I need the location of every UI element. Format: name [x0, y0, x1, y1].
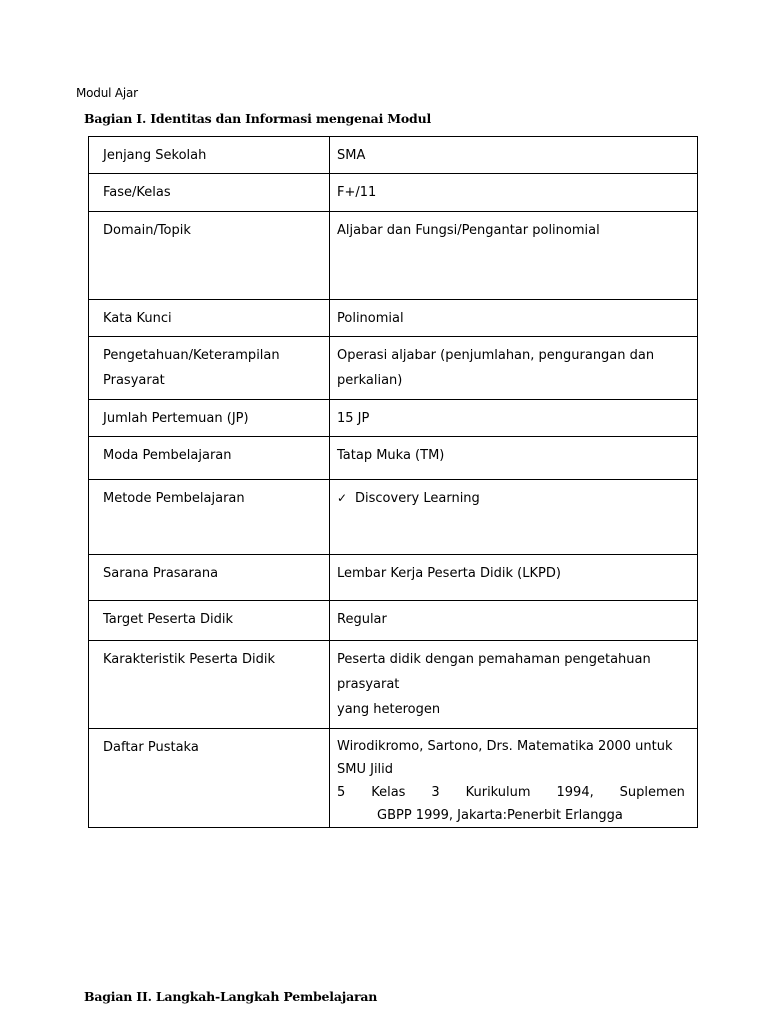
row-value: Aljabar dan Fungsi/Pengantar polinomial — [330, 212, 698, 300]
row-value: F+/11 — [330, 174, 698, 212]
row-label — [89, 337, 330, 400]
table-row — [89, 137, 698, 174]
row-label-line: Prasyarat — [103, 373, 165, 388]
row-value-line: Wirodikromo, Sartono, Drs. Matematika 2000 untuk SMU Jilid — [337, 739, 673, 777]
table-row — [89, 212, 698, 300]
citation-fragment: 5 — [337, 785, 346, 800]
row-value-line: Peserta didik dengan pemahaman pengetahuan prasyarat — [337, 652, 651, 692]
row-value: Regular — [330, 601, 698, 641]
row-value: Polinomial — [330, 300, 698, 337]
row-value-line — [337, 781, 691, 804]
section-1-title: Bagian I. Identitas dan Informasi mengenai Modul — [84, 111, 432, 126]
module-info-table — [88, 136, 698, 828]
row-label: Metode Pembelajaran — [89, 480, 330, 555]
table-row — [89, 437, 698, 480]
row-value — [330, 641, 698, 729]
row-label: Moda Pembelajaran — [89, 437, 330, 480]
row-value — [330, 729, 698, 828]
table-row — [89, 601, 698, 641]
table-row — [89, 729, 698, 828]
table-row — [89, 337, 698, 400]
row-value: Lembar Kerja Peserta Didik (LKPD) — [330, 555, 698, 601]
row-value: SMA — [330, 137, 698, 174]
citation-fragment: Kelas — [371, 785, 406, 800]
citation-fragment: Suplemen — [619, 785, 685, 800]
citation-fragment: Kurikulum — [465, 785, 531, 800]
table-row — [89, 480, 698, 555]
row-label: Daftar Pustaka — [89, 729, 330, 828]
row-value: 15 JP — [330, 400, 698, 437]
row-label-line: Pengetahuan/Keterampilan — [103, 348, 280, 363]
row-value — [330, 480, 698, 555]
row-value: Tatap Muka (TM) — [330, 437, 698, 480]
method-item: Discovery Learning — [355, 491, 480, 506]
row-label: Sarana Prasarana — [89, 555, 330, 601]
check-icon: ✓ — [337, 491, 348, 505]
table-row — [89, 300, 698, 337]
table-row — [89, 400, 698, 437]
row-value: Operasi aljabar (penjumlahan, pengurangan dan perkalian) — [330, 337, 698, 400]
section-2-title: Bagian II. Langkah-Langkah Pembelajaran — [84, 989, 378, 1004]
document-header: Modul Ajar — [76, 86, 138, 100]
row-label: Jumlah Pertemuan (JP) — [89, 400, 330, 437]
table-row — [89, 174, 698, 212]
row-label: Jenjang Sekolah — [89, 137, 330, 174]
row-label: Domain/Topik — [89, 212, 330, 300]
row-label: Karakteristik Peserta Didik — [89, 641, 330, 729]
row-label: Fase/Kelas — [89, 174, 330, 212]
row-value-line: yang heterogen — [337, 702, 441, 717]
row-label: Kata Kunci — [89, 300, 330, 337]
citation-fragment: 3 — [431, 785, 440, 800]
citation-fragment: 1994, — [556, 785, 594, 800]
table-row — [89, 641, 698, 729]
row-label: Target Peserta Didik — [89, 601, 330, 641]
table-row — [89, 555, 698, 601]
row-value-line: GBPP 1999, Jakarta:Penerbit Erlangga — [377, 808, 623, 823]
